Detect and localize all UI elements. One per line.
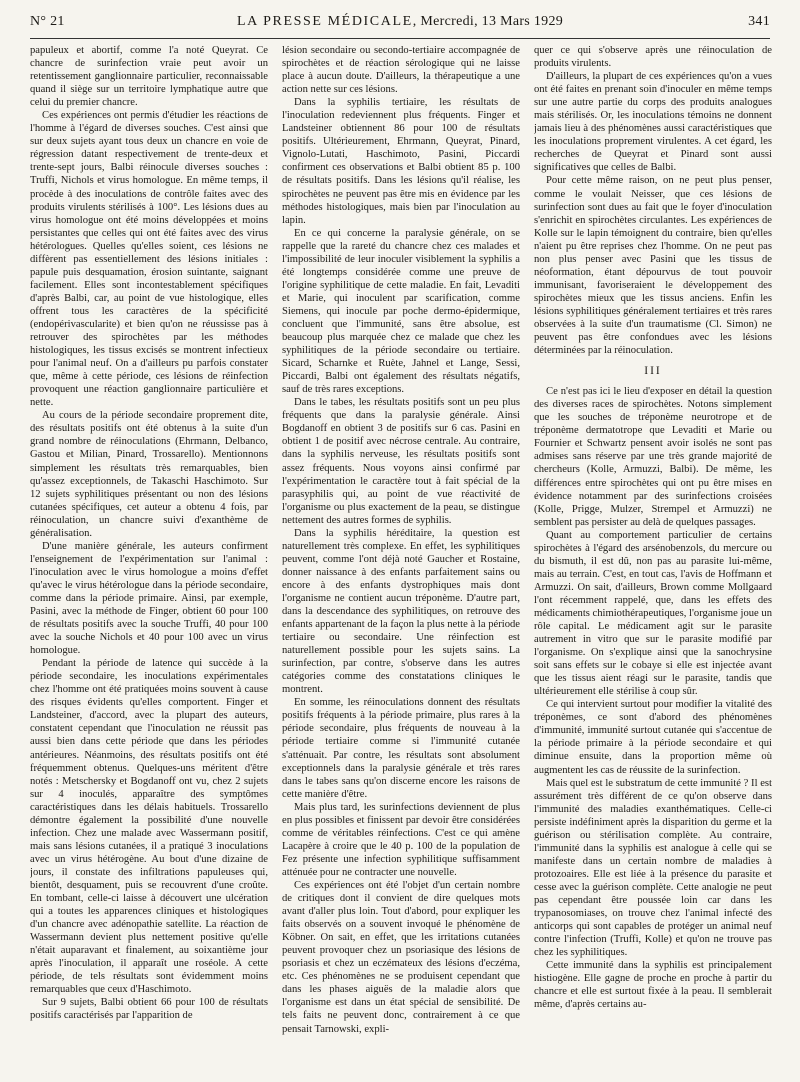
page-header (30, 14, 770, 36)
paragraph: Pendant la période de latence qui succède à la période secondaire, les inoculations expérimentales chez l'homme ont été pratiquées moins souvent à cause des risques évidents qu'elles comportent. Finger et Landsteiner, d'accord, avec la plupart des auteurs, constatent cependant que l'inoculation ne réussit pas aussi bien dans cette période que dans les périodes antérieures. Néanmoins, des résultats positifs ont été fréquemment obtenus. Quelques-uns méritent d'être notés : Metschersky et Bogdanoff ont vu, chez 2 sujets sur 4 inoculés, apparaître des symptômes caractéristiques dans les délais habituels. Trossarello démontre également la possibilité d'une nouvelle infection. Chez une malade avec Wassermann positif, mais sans lésions cutanées, il a pratiqué 3 inoculations avec un virus hétérogène. Au bout d'une dizaine de jours, il constate des infiltrations papuleuses qui, bientôt, desquament, puis se recouvrent d'une croûte. En tombant, celle-ci laisse à découvert une ulcération qui a toutes les apparences cliniques et histologiques d'un chancre avec adénopathie satellite. La réaction de Wassermann devient plus nettement positive qu'elle n'était auparavant et finalement, au soixantième jour après l'inoculation, il apparaît une roséole. A cette période, de tels résultats sont évidemment moins remarquables que ceux d'Haschimoto. (30, 658, 268, 996)
journal-title: LA PRESSE MÉDICALE (236, 14, 413, 29)
paragraph: D'une manière générale, les auteurs confirment l'enseignement de l'expérimentation sur l'animal : l'inoculation avec le virus homologue a moins d'effet qu'avec le virus hétérologue dans la période secondaire, comme dans la période primaire. Ainsi, par exemple, Pasini, avec la méthode de Finger, obtient 60 pour 100 de résultats positifs avec la souche Truffi, 40 pour 100 avec la souche Nichols et 40 pour 100 avec un virus homologue. (30, 540, 268, 657)
paragraph: Mais quel est le substratum de cette immunité ? Il est assurément très différent de ce qu'on observe dans l'immunité des maladies exanthématiques. Celle-ci persiste indéfiniment après la disparition du germe et la guérison ou stérilisation complète. Au contraire, l'immunité dans la syphilis est analogue à celle qui se manifeste dans un certain nombre de maladies à protozoaires. Elle est liée à la présence du parasite et cesse avec la guérison complète. Cette analogie ne peut pas cependant être poussée loin car dans les trypanosomiases, on trouve chez l'animal infecté des anticorps qui sont capables de protéger un animal neuf contre l'infection (Truffi, Kolle) et qu'on ne trouve pas chez les syphilitiques. (534, 777, 772, 959)
paragraph: Ces expériences ont été l'objet d'un certain nombre de critiques dont il convient de dire quelques mots avant d'aller plus loin. Tout d'abord, pour expliquer les faits observés on a souvent invoqué le phénomène de Köbner. On sait, en effet, que les irritations cutanées peuvent provoquer chez un psoriasique des lésions de psoriasis et chez un eczémateux des lésions d'eczéma, etc. Ces phénomènes ne se produisent cependant que dans les phases aiguës de la maladie alors que l'organisme est dans un état spécial de sensibilité. De tels faits ne peuvent donc, contrairement à ce que pensait Tarnowski, expli- (282, 880, 520, 1035)
paragraph: Dans le tabes, les résultats positifs sont un peu plus fréquents que dans la paralysie générale. Ainsi Bogdanoff en obtient 3 de positifs sur 6 cas. Pasini en obtient 1 de positif avec nécrose centrale. Au contraire, dans la syphilis nerveuse, les résultats positifs sont assez fréquents. Nous voyons ainsi confirmé par l'expérimentation le caractère tout à fait spécial de la parasyphilis qui, au point de vue réactivité de l'organisme ou plus exactement de la peau, se distingue nettement des autres formes de syphilis. (282, 397, 520, 526)
paragraph: Quant au comportement particulier de certains spirochètes à l'égard des arsénobenzols, du mercure ou du bismuth, il est dû, non pas au parasite lui-même, mais au terrain. C'est, en tout cas, l'avis de Hoffmann et Armuzzi. On sait, d'ailleurs, Brown comme Mollgaard l'ont récemment rappelé, que, dans les effets des médicaments chimiothérapeutiques, l'organisme joue un rôle capital. Le médicament agit sur le parasite autrement in vitro que sur le parasite modifié par l'organisme. On s'explique ainsi que la sanochrysine soit sans effets sur le cobaye si elle est injectée avant que les tissus aient réagi sur le parasite, tandis que ultérieurement elle stérilise à coup sûr. (534, 529, 772, 698)
paragraph: Pour cette même raison, on ne peut plus penser, comme le voulait Neisser, que ces lésions de surinfection sont dues au fait que le foyer d'inoculation s'enrichit en spirochètes circulantes. Les expériences de Kolle sur le lapin témoignent du contraire, bien qu'elles n'aient pu être reprises chez l'homme. On ne peut pas non plus penser avec Pasini que les tissus de néoformation, étant dépourvus de tout pouvoir immunisant, favoriseraient le développement des spirochètes mieux que les tissus anciens. Enfin les lésions syphilitiques généralement tertiaires et très rares observées à la suite d'un traumatisme (Cl. Simon) ne peuvent pas être confondues avec les lésions déterminées par la réinoculation. (534, 175, 772, 357)
paragraph: Mais plus tard, les surinfections deviennent de plus en plus possibles et finissent par devoir être considérées comme de véritables réinfections. C'est ce qui amène Lacapère à croire que le 40 p. 100 de la population de Fez présente une infection syphilitique suffisamment atténuée pour ne contracter une nouvelle. (282, 801, 520, 878)
issue-number: N° 21 (30, 14, 65, 29)
paragraph: En somme, les réinoculations donnent des résultats positifs fréquents à la période primaire, plus rares à la période secondaire, plus fréquents de nouveau à la période tertiaire comme si l'immunité cutanée s'atténuait. Par contre, les résultats sont absolument exceptionnels dans la paralysie générale et très rares dans le tabes sans qu'on discerne encore les raisons de cette manière d'être. (282, 697, 520, 800)
paragraph: Ce qui intervient surtout pour modifier la vitalité des tréponèmes, ce sont d'abord des phénomènes d'immunité, immunité surtout cutanée qui s'accentue de la période primaire à la période secondaire et qui diminue ensuite, dans la proportion même où augmentent les cas de réussite de la surinfection. (534, 699, 772, 776)
paragraph: Dans la syphilis héréditaire, la question est naturellement très complexe. En effet, les syphilitiques peuvent, comme l'ont déjà noté Gaucher et Rostaine, donner naissance à des enfants parfaitement sains ou encore à des enfants dystrophiques mais dont l'organisme ne contient aucun tréponème. D'autre part, dans la descendance des syphilitiques, on retrouve des enfants appartenant de la façon la plus nette à la période tertiaire ou secondaire. Une réinfection est naturellement possible pour les sujets sains. La surinfection, par contre, s'observe dans les autres catégories comme des constatations cliniques le montrent. (282, 527, 520, 696)
header-rule (30, 38, 770, 39)
masthead (30, 14, 770, 30)
paragraph: Ces expériences ont permis d'étudier les réactions de l'homme à l'égard de diverses souches. C'est ainsi que sur deux sujets ayant tous deux un chancre en voie de régression datant respectivement de trente-deux et trente-sept jours, Balbi réinocule diverses souches : Truffi, Nichols et virus homologue. En même temps, il procède à des inoculations de contrôle faites avec des produits virulents stérilisés à 100°. Les lésions dues au virus homologue ont été moins développées et moins persistantes que celles qui ont été faites avec des virus hétérologues. Quelles qu'elles soient, ces lésions ne diffèrent pas essentiellement des lésions initiales : papule puis desquamation, érosion suintante, saignant facilement. Elles sont incontestablement spécifiques d'après Balbi, car, au point de vue histologique, elles offrent tous les caractères de la spécificité (endopérivascularite) et bien qu'on ne réussisse pas à retrouver des spirochètes par les méthodes histologiques, les tissus excisés se montrent infectieux pour l'animal neuf. On a d'ailleurs pu parfois constater que, même à cette période, ces lésions de réinfection provoquent une réaction ganglionnaire particulière et nette. (30, 110, 268, 409)
column-3 (534, 44, 772, 1074)
paragraph: quer ce qui s'observe après une réinoculation de produits virulents. (534, 45, 772, 70)
paragraph: Sur 9 sujets, Balbi obtient 66 pour 100 de résultats positifs caractérisés par l'apparition de (30, 997, 268, 1022)
paragraph: Ce n'est pas ici le lieu d'exposer en détail la question des diverses races de spirochètes. Notons simplement que les souches de tréponème neurotrope et de tréponème dermatotrope que Levaditi et Marie ou Fournier et Schwartz pensent avoir isolés ne sont pas admises sans réserve par une très grande majorité de chercheurs (Kolle, Armuzzi, Balbi). De même, les différences entre spirochètes qui ont pu être mises en évidence notamment par des surinfections croisées (Kolle, Prigge, Mulzer, Strempel et Armuzzi) ne semblent pas persister au delà de quelques passages. (534, 386, 772, 528)
paragraph: D'ailleurs, la plupart de ces expériences qu'on a vues ont été faites en prenant soin d'inoculer en même temps sur une autre partie du corps des produits analogues mais stérilisés. Or, les inoculations témoins ne donnent jamais lieu à des phénomènes aussi caractéristiques que les inoculations proprement virulentes. A cet égard, les recherches de Queyrat et Pinard sont aussi significatives que celles de Balbi. (534, 71, 772, 174)
paragraph: Dans la syphilis tertiaire, les résultats de l'inoculation redeviennent plus fréquents. Finger et Landsteiner obtiennent 86 pour 100 de résultats positifs. Ultérieurement, Ehrmann, Queyrat, Pinard, Vignolo-Lutati, Haschimoto, Pasini, Piccardi confirment ces observations et Balbi obtient 85 p. 100 de résultats positifs. Dans les lésions qu'il réalise, les spirochètes ne peuvent pas être mis en évidence par les méthodes histologiques, mais bien par l'inoculation au lapin. (282, 97, 520, 226)
section-number: III (644, 365, 662, 378)
paragraph: Au cours de la période secondaire proprement dite, des résultats positifs ont été obtenus à la suite d'un grand nombre de réinoculations (Ehrmann, Delbanco, Gastou et Milian, Pinard, Trossarello). Mentionnons simplement les résultats très remarquables, bien qu'assez exceptionnels, de Takaschi Haschimoto. Sur 12 sujets syphilitiques présentant ou non des lésions cutanées spécifiques, cet auteur a obtenu 4 fois, par réinoculation, un chancre suivi d'exanthème de généralisation. (30, 410, 268, 539)
issue-date: , Mercredi, 13 Mars 1929 (412, 14, 564, 29)
column-1 (30, 44, 268, 1074)
paragraph: lésion secondaire ou secondo-tertiaire accompagnée de spirochètes et de réaction sérologique qui ne laisse place à aucun doute. D'ailleurs, la thérapeutique a une action nette sur ces lésions. (282, 45, 520, 96)
paragraph: papuleux et abortif, comme l'a noté Queyrat. Ce chancre de surinfection vraie peut avoir un retentissement ganglionnaire particulier, reconnaissable quand il siège sur un territoire lymphatique autre que celui du premier chancre. (30, 45, 268, 109)
column-2 (282, 44, 520, 1074)
paragraph: Cette immunité dans la syphilis est principalement histiogène. Elle gagne de proche en proche à partir du chancre et elle est surtout fixée à la peau. Il semblerait même, d'après certains au- (534, 960, 772, 1011)
page-number: 341 (748, 14, 770, 29)
paragraph: En ce qui concerne la paralysie générale, on se rappelle que la rareté du chancre chez ces malades et l'impossibilité de leur inoculer visiblement la syphilis a été longtemps considérée comme une preuve de l'origine syphilitique de cette maladie. En fait, Levaditi et Marie, qui inoculent par scarification, comme Siemens, qui inocule par poche dermo-épidermique, concluent que l'immunité, sans être absolue, est beaucoup plus marquée chez ce malade que chez les syphilitiques de la période secondaire ou tertiaire. Sicard, Scharnke et Ruète, Jahnel et Lange, Sessi, Piccardi, Balbi ont également des résultats négatifs, sauf de très rares exceptions. (282, 227, 520, 396)
